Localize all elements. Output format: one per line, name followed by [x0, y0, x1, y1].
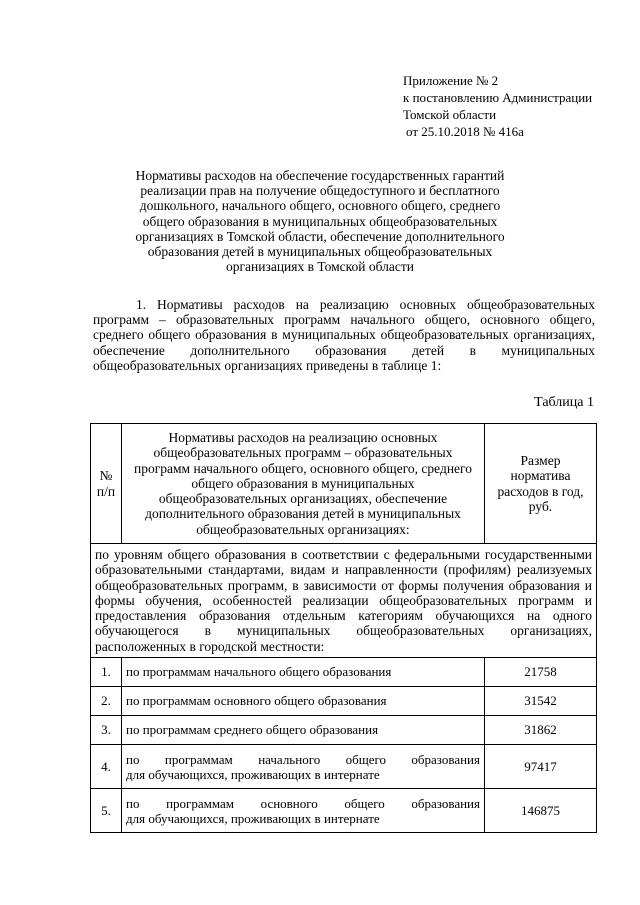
row-value: 146875 — [485, 789, 597, 833]
title-line: организациях в Томской области — [226, 259, 414, 275]
row-value: 31862 — [485, 716, 597, 745]
annex-line: Томской области — [403, 107, 497, 122]
row-num: 4. — [91, 745, 122, 789]
title-line: реализации прав на получение общедоступного и бесплатного — [140, 183, 500, 199]
header-num: № п/п — [91, 424, 122, 544]
annex-line: Приложение № 2 — [403, 73, 499, 88]
annex-line: от 25.10.2018 № 416а — [406, 124, 524, 139]
table-row — [91, 745, 597, 789]
row-name-line: для обучающихся, проживающих в интернате — [126, 810, 380, 826]
row-num: 2. — [91, 687, 122, 716]
annex-block — [403, 72, 592, 140]
row-name: по программам среднего общего образования — [122, 716, 485, 745]
table-row — [91, 789, 597, 833]
row-name-line: для обучающихся, проживающих в интернате — [126, 766, 380, 782]
table-row — [91, 716, 597, 745]
title-line: организациях в Томской области, обеспечение дополнительного — [135, 228, 505, 244]
table-row — [91, 658, 597, 687]
title-line: Нормативы расходов на обеспечение государственных гарантий — [135, 168, 505, 183]
annex-line: к постановлению Администрации — [403, 90, 593, 105]
title-line: дошкольного, начального общего, основного общего, среднего — [139, 198, 501, 214]
title-line: общего образования в муниципальных общеобразовательных — [142, 213, 498, 229]
condition-text: по уровням общего образования в соответствии с федеральными государственными образовательными стандартами, видам и направленности (профилям) реализуемых общеобразовательных программ, в зависимости от формы получения образования и формы обучения, особенностей реализации общеобразовательных программ и предоставления образования отдельным категориям обучающихся на одного обучающегося в муниципальных общеобразовательных организациях, расположенных в городской местности: — [91, 544, 597, 658]
row-name-line: по программам основного общего образования — [126, 795, 480, 811]
table-label: Таблица 1 — [534, 395, 594, 410]
condition-row — [91, 544, 597, 658]
header-value: Размер норматива расходов в год, руб. — [485, 424, 597, 544]
row-name — [122, 745, 485, 789]
row-num: 3. — [91, 716, 122, 745]
row-num: 1. — [91, 658, 122, 687]
intro-paragraph: 1. Нормативы расходов на реализацию основных общеобразовательных программ – образовательных программ начального общего, основного общего, среднего общего образования в муниципальных общеобразовательных организациях, обеспечение дополнительного образования детей в муниципальных общеобразовательных организациях приведены в таблице 1: — [93, 297, 595, 373]
row-name — [122, 789, 485, 833]
table-row — [91, 687, 597, 716]
document-title — [100, 168, 540, 274]
row-value: 31542 — [485, 687, 597, 716]
row-value: 21758 — [485, 658, 597, 687]
title-line: образования детей в муниципальных общеобразовательных — [147, 244, 493, 260]
row-value: 97417 — [485, 745, 597, 789]
norms-table — [90, 423, 597, 833]
row-num: 5. — [91, 789, 122, 833]
row-name: по программам начального общего образования — [122, 658, 485, 687]
row-name-line: по программам начального общего образования — [126, 751, 480, 767]
table-header-row — [91, 424, 597, 544]
row-name: по программам основного общего образования — [122, 687, 485, 716]
header-name: Нормативы расходов на реализацию основных общеобразовательных программ – образовательных программ начального общего, основного общего, среднего общего образования в муниципальных общеобразовательных организациях, обеспечение дополнительного образования детей в муниципальных общеобразовательных организациях: — [122, 424, 485, 544]
